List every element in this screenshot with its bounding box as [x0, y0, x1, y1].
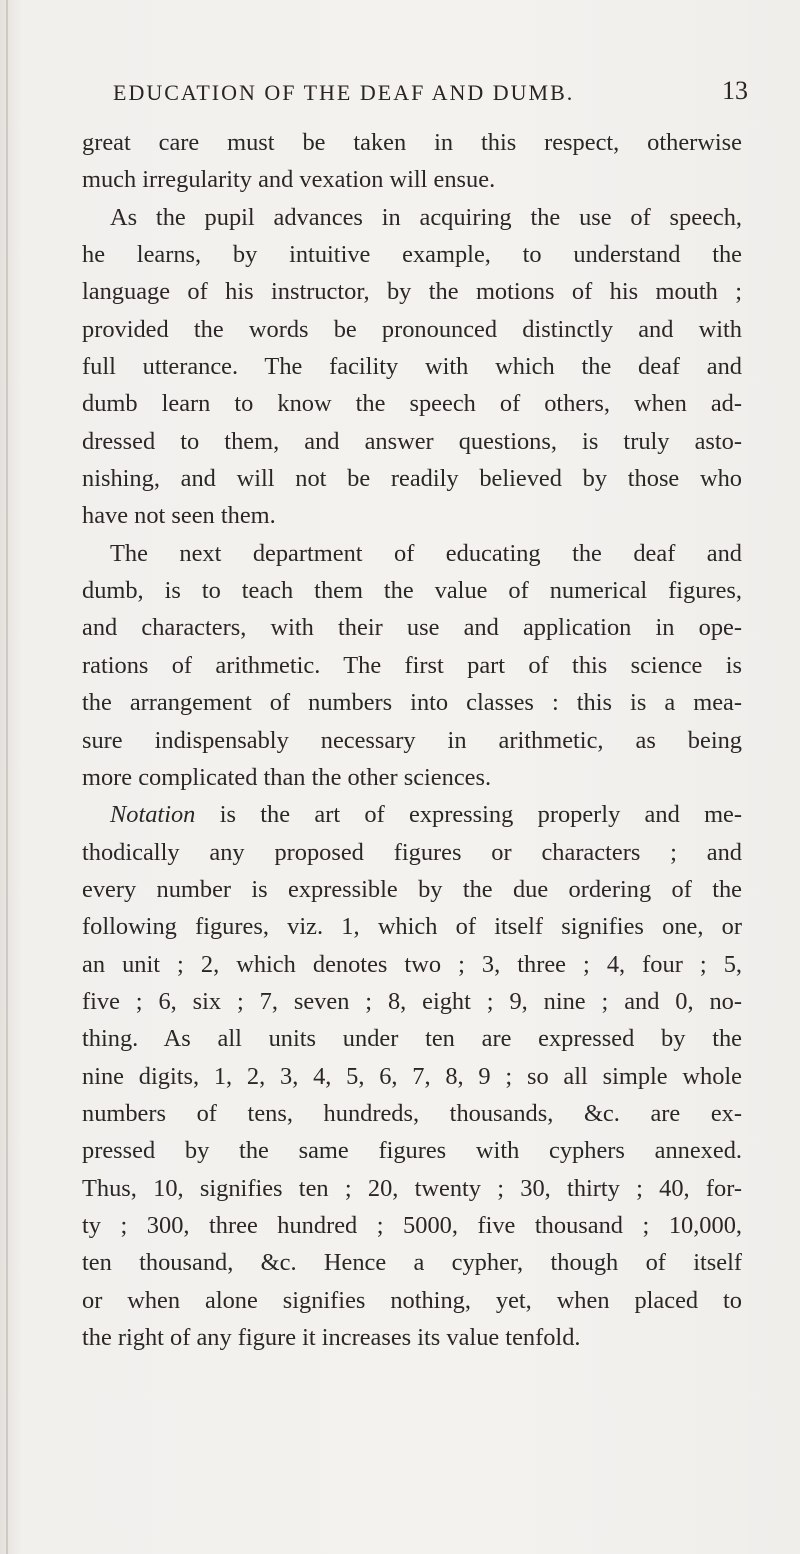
text-line: As the pupil advances in acquiring the use of speech,: [110, 203, 742, 231]
text-line: sure indispensably necessary in arithmetic, as being: [82, 726, 742, 754]
text-line: following figures, viz. 1, which of itself signifies one, or: [82, 913, 742, 941]
text-line: and characters, with their use and application in ope-: [82, 614, 742, 642]
text-line: dumb, is to teach them the value of numerical figures,: [82, 577, 742, 605]
text-line: the arrangement of numbers into classes : this is a mea-: [82, 689, 742, 717]
text-line: more complicated than the other sciences.: [82, 763, 492, 791]
text-line: or when alone signifies nothing, yet, when placed to: [82, 1286, 742, 1314]
text-line: nishing, and will not be readily believed by those who: [82, 465, 742, 493]
text-line: language of his instructor, by the motions of his mouth ;: [82, 278, 742, 306]
text-line: nine digits, 1, 2, 3, 4, 5, 6, 7, 8, 9 ; so all simple whole: [82, 1062, 742, 1090]
text-line: Thus, 10, signifies ten ; 20, twenty ; 30, thirty ; 40, for-: [82, 1174, 742, 1202]
text-line: full utterance. The facility with which the deaf and: [82, 353, 742, 381]
text-line: provided the words be pronounced distinctly and with: [82, 315, 742, 343]
text-line: thing. As all units under ten are expressed by the: [82, 1025, 742, 1053]
page-gutter: [6, 0, 8, 1554]
text-line-notation: [82, 796, 742, 833]
text-line: the right of any figure it increases its value tenfold.: [82, 1324, 581, 1351]
page-number: 13: [722, 76, 748, 105]
text-line: he learns, by intuitive example, to understand the: [82, 241, 742, 269]
text-line: The next department of educating the deaf and: [110, 539, 742, 567]
text-line: every number is expressible by the due ordering of the: [82, 875, 742, 903]
body-text: [82, 124, 742, 1356]
text-line: thodically any proposed figures or characters ; and: [82, 838, 742, 866]
text-line: dumb learn to know the speech of others, when ad-: [82, 390, 742, 418]
text-line: an unit ; 2, which denotes two ; 3, three ; 4, four ; 5,: [82, 950, 742, 978]
text-line: five ; 6, six ; 7, seven ; 8, eight ; 9, nine ; and 0, no-: [82, 987, 742, 1015]
text-line: numbers of tens, hundreds, thousands, &c. are ex-: [82, 1099, 742, 1127]
text-line: have not seen them.: [82, 502, 276, 530]
text-line: great care must be taken in this respect, otherwise: [82, 129, 742, 156]
text-line: pressed by the same figures with cyphers annexed.: [82, 1137, 742, 1165]
notation-term: Notation: [110, 801, 196, 829]
running-head: EDUCATION OF THE DEAF AND DUMB.: [113, 80, 575, 105]
notation-line-rest: is the art of expressing properly and me-: [195, 801, 742, 829]
text-line: ten thousand, &c. Hence a cypher, though of itself: [82, 1249, 742, 1277]
text-line: ty ; 300, three hundred ; 5000, five thousand ; 10,000,: [82, 1211, 742, 1239]
text-line: much irregularity and vexation will ensue.: [82, 166, 496, 194]
text-line: dressed to them, and answer questions, is truly asto-: [82, 427, 742, 455]
text-line: rations of arithmetic. The first part of this science is: [82, 651, 742, 679]
